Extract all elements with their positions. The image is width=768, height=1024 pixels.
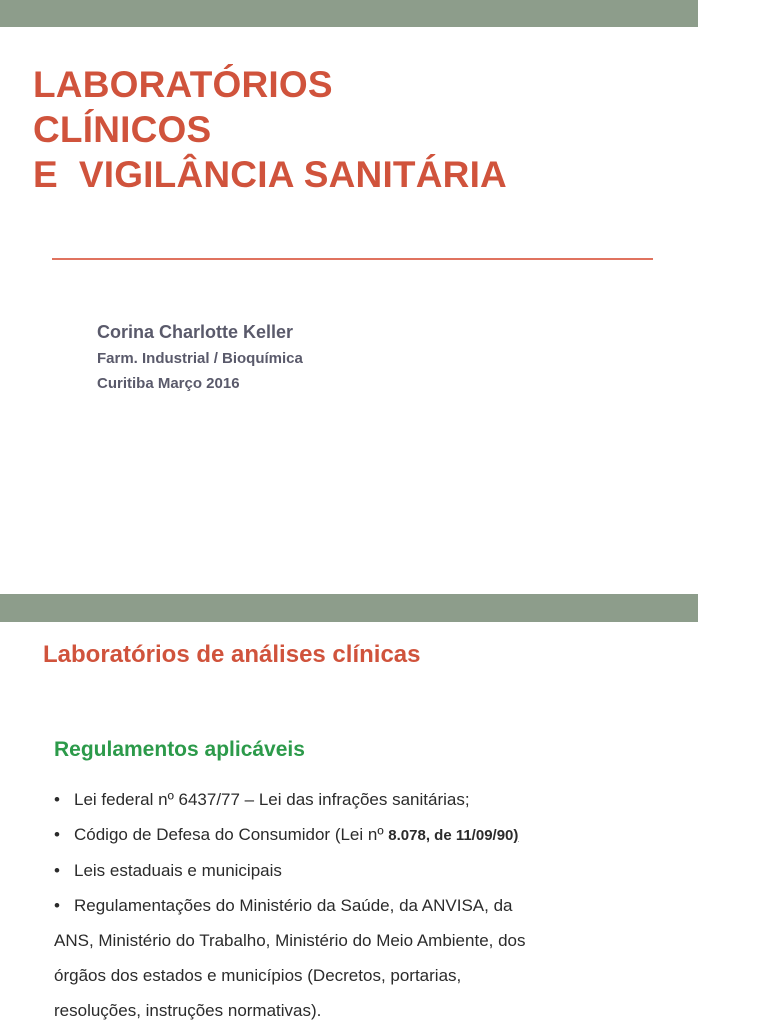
author-block — [97, 321, 303, 396]
list-item — [54, 853, 614, 888]
bullet: • — [54, 790, 60, 809]
header-bar — [0, 594, 698, 622]
law-ref-close: ) — [513, 827, 519, 844]
title-line: CLÍNICOS — [33, 109, 212, 150]
place-date: Curitiba Março 2016 — [97, 375, 240, 392]
list-item — [54, 782, 614, 817]
title-line: LABORATÓRIOS — [33, 64, 333, 105]
author-name: Corina Charlotte Keller — [97, 322, 294, 342]
law-ref-number: 8.078, de 11/09/90 — [388, 827, 514, 844]
subheading: Regulamentos aplicáveis — [54, 738, 305, 761]
continuation-line: resoluções, instruções normativas). — [54, 1001, 322, 1020]
author-role: Farm. Industrial / Bioquímica — [97, 350, 303, 367]
bullet: • — [54, 861, 60, 880]
regulations-list — [54, 782, 614, 1024]
content-slide — [0, 594, 698, 1024]
list-item — [54, 888, 614, 923]
item-text: Código de Defesa do Consumidor (Lei nº — [74, 825, 389, 844]
continuation-line: órgãos dos estados e municípios (Decretos, portarias, — [54, 966, 462, 985]
item-text: Lei federal nº 6437/77 – Lei das infrações sanitárias; — [74, 790, 470, 809]
header-bar — [0, 0, 698, 27]
item-text: Regulamentações do Ministério da Saúde, da ANVISA, da — [74, 896, 513, 915]
title-line: E VIGILÂNCIA SANITÁRIA — [33, 154, 507, 195]
slide-title — [33, 62, 507, 197]
bullet: • — [54, 896, 60, 915]
list-item — [54, 817, 614, 853]
title-divider — [52, 258, 653, 260]
continuation-line: ANS, Ministério do Trabalho, Ministério do Meio Ambiente, dos — [54, 931, 526, 950]
item-text: Leis estaduais e municipais — [74, 861, 282, 880]
law-reference — [388, 827, 518, 844]
section-title: Laboratórios de análises clínicas — [43, 641, 421, 668]
bullet: • — [54, 825, 60, 844]
